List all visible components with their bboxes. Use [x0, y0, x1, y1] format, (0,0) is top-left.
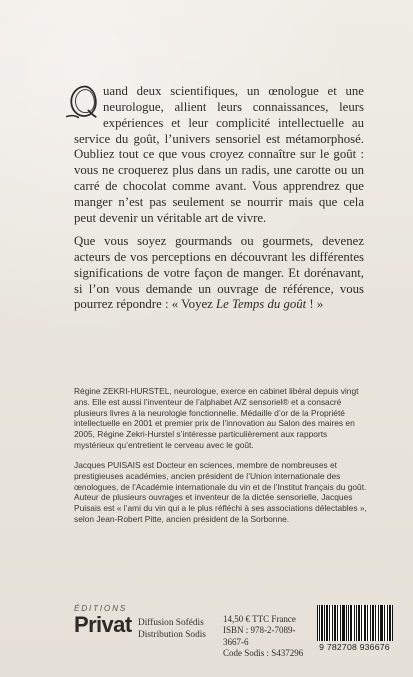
- main-paragraph-1: [74, 84, 364, 228]
- book-title-italic: Le Temps du goût: [216, 297, 307, 312]
- price-and-isbn: [223, 614, 313, 659]
- publisher-name: Privat: [74, 612, 132, 637]
- main-paragraph-1-text: uand deux scientifiques, un œnologue et une neurologue, allient leurs connaissances, leurs expériences et leur complicité intellectuelle au service du goût, l’univers sensoriel est métamorphosé. Oubliez tout ce que vous croyez connaître sur le goût : vous ne croquerez plus dans un radis, une carotte ou un carré de chocolat comme avant. Vous apprendrez que manger n’est pas seulement se nourrir mais que cela peut devenir un véritable art de vivre.: [74, 84, 364, 225]
- publisher-footer: [74, 604, 395, 656]
- main-paragraph-2-end: ! »: [306, 297, 324, 312]
- dropcap-ornament-icon: [63, 82, 99, 122]
- dropcap-q: [63, 84, 99, 122]
- distribution-line-2: Distribution Sodis: [138, 629, 206, 640]
- author-bio-regine-text: Régine ZEKRI-HURSTEL, neurologue, exerce en cabinet libéral depuis vingt ans. Elle est aussi l’inventeur de l’alphabet A/Z sensoriel® et a consacré plusieurs livres à la neurologie fonctionnelle. Médaille d’or de la Propriété intellectuelle en 2001 et premier prix de l’innovation au Salon des maires en 2005, Régine Zekri-Hurstel s’intéresse particulièrement aux rapports mystérieux qu’entretient le cerveau avec le goût.: [74, 386, 359, 450]
- main-paragraph-2-text: Que vous soyez gourmands ou gourmets, devenez acteurs de vos perceptions en découvrant les différentes significations de votre façon de manger. Et dorénavant, si l’on vous demande un ouvrage de référence, vous pourrez répondre : « Voyez: [74, 234, 364, 312]
- barcode: [312, 604, 397, 656]
- price-text: 14,50 € TTC France: [223, 614, 296, 624]
- main-description: [74, 84, 364, 319]
- author-bio-jacques-text: Jacques PUISAIS est Docteur en sciences, membre de nombreuses et prestigieuses académies, ancien président de l’Union internationale des œnologues, de l’Académie internationale du vin et de l’Institut français du goût. Auteur de plusieurs ouvrages et inventeur de la dictée sensorielle, Jacques Puisais est « l’ami du vin qui a le plus réfléchi à ses associations délectables », selon Jean-Robert Pitte, ancien président de la Sorbonne.: [74, 460, 367, 524]
- author-bio-jacques: [74, 460, 369, 525]
- publisher-label: ÉDITIONS: [74, 604, 128, 613]
- barcode-number: 9 782708 936676: [319, 642, 390, 652]
- main-paragraph-2: [74, 234, 364, 313]
- distribution-line-1: Diffusion Sofédis: [138, 618, 204, 628]
- sodis-code: Code Sodis : S437296: [223, 647, 304, 658]
- barcode-bars-icon: [317, 605, 393, 641]
- isbn-text: ISBN : 978-2-7089-3667-6: [223, 625, 296, 647]
- author-bio-regine: [74, 386, 369, 451]
- distribution-info: [138, 618, 226, 641]
